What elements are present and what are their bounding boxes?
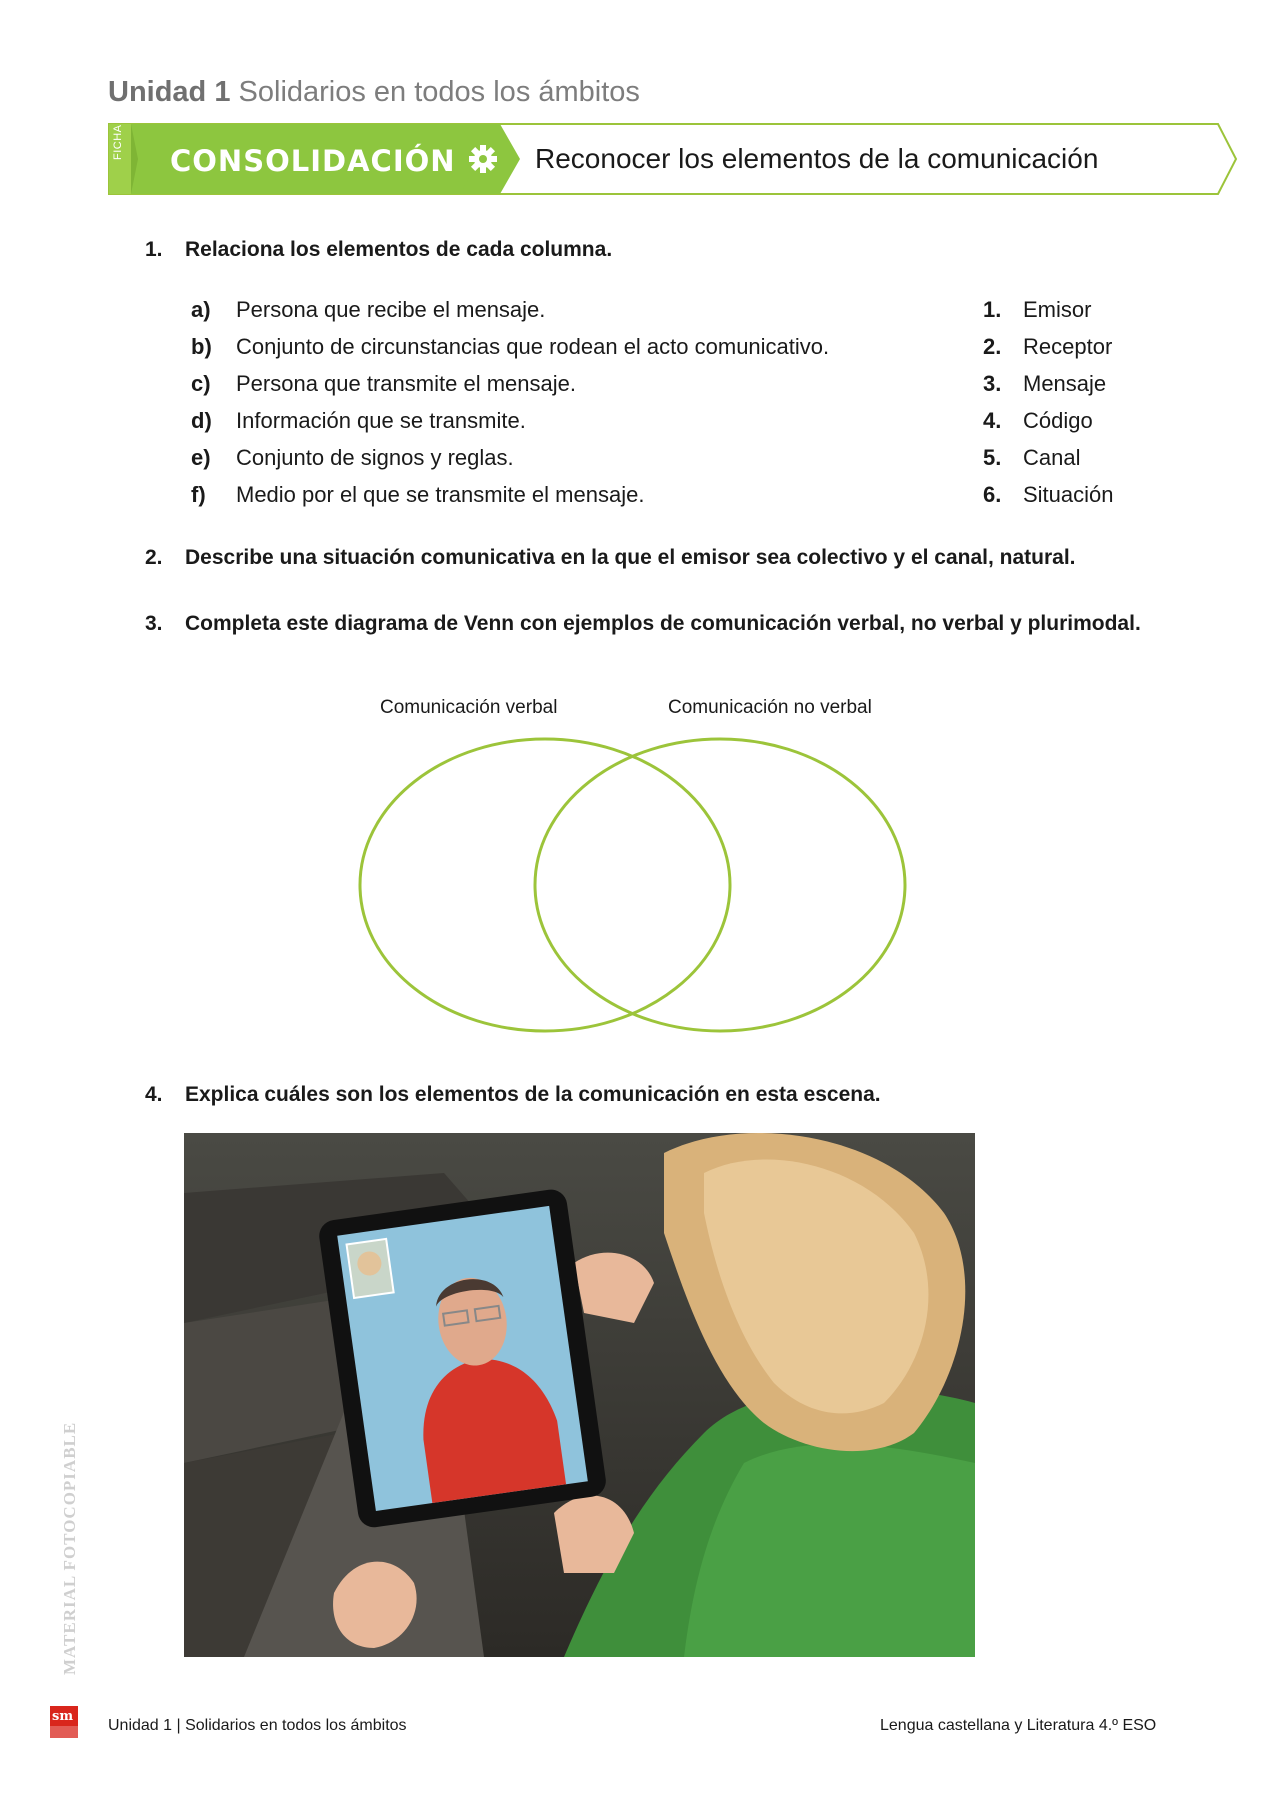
definition-item bbox=[191, 408, 951, 445]
question-3 bbox=[145, 609, 1195, 669]
unit-label: Unidad 1 bbox=[108, 76, 231, 108]
ficha-type: CONSOLIDACIÓN bbox=[170, 144, 456, 178]
term-label: 6. bbox=[983, 482, 1002, 507]
definition-label: f) bbox=[191, 482, 206, 507]
term-text: Mensaje bbox=[1023, 371, 1107, 396]
question-number: 3. bbox=[145, 612, 163, 635]
footer-left: Unidad 1 | Solidarios en todos los ámbitos bbox=[108, 1717, 407, 1734]
term-text: Canal bbox=[1023, 445, 1081, 470]
definition-item bbox=[191, 371, 951, 408]
term-text: Código bbox=[1023, 408, 1093, 433]
ficha-de-label: FICHA DE bbox=[112, 105, 124, 160]
term-label: 5. bbox=[983, 445, 1002, 470]
definition-text: Información que se transmite. bbox=[236, 408, 526, 433]
sm-logo bbox=[50, 1706, 78, 1738]
term-label: 2. bbox=[983, 334, 1002, 359]
definition-text: Conjunto de signos y reglas. bbox=[236, 445, 514, 470]
definition-text: Persona que transmite el mensaje. bbox=[236, 371, 576, 396]
unit-heading bbox=[108, 76, 640, 109]
term-item bbox=[983, 334, 1183, 371]
definition-item bbox=[191, 482, 951, 519]
ficha-title: Reconocer los elementos de la comunicación bbox=[535, 143, 1099, 174]
term-item bbox=[983, 371, 1183, 408]
venn-diagram[interactable] bbox=[350, 735, 920, 1035]
term-item bbox=[983, 482, 1183, 519]
definition-text: Persona que recibe el mensaje. bbox=[236, 297, 546, 322]
term-text: Emisor bbox=[1023, 297, 1092, 322]
venn-label-verbal: Comunicación verbal bbox=[380, 697, 558, 718]
unit-title: Solidarios en todos los ámbitos bbox=[238, 76, 640, 108]
question-text: Explica cuáles son los elementos de la comunicación en esta escena. bbox=[185, 1083, 881, 1106]
question-text: Completa este diagrama de Venn con ejemplos de comunicación verbal, no verbal y plurimodal. bbox=[185, 612, 1141, 635]
definition-label: a) bbox=[191, 297, 211, 322]
footer-right: Lengua castellana y Literatura 4.º ESO bbox=[880, 1717, 1157, 1734]
question-text: Relaciona los elementos de cada columna. bbox=[185, 238, 613, 261]
term-item bbox=[983, 445, 1183, 482]
definition-text: Medio por el que se transmite el mensaje. bbox=[236, 482, 645, 507]
terms-list bbox=[983, 297, 1183, 519]
question-number: 2. bbox=[145, 546, 163, 569]
question-1 bbox=[145, 235, 1195, 265]
sm-logo-text: sm bbox=[52, 1709, 74, 1724]
term-label: 4. bbox=[983, 408, 1002, 433]
gear-icon bbox=[469, 145, 497, 173]
question-4 bbox=[145, 1080, 1195, 1110]
term-label: 3. bbox=[983, 371, 1002, 396]
term-text: Situación bbox=[1023, 482, 1114, 507]
venn-circle-verbal bbox=[360, 739, 730, 1031]
definitions-list bbox=[191, 297, 951, 519]
definition-label: e) bbox=[191, 445, 211, 470]
definition-item bbox=[191, 297, 951, 334]
term-text: Receptor bbox=[1023, 334, 1113, 359]
question-number: 4. bbox=[145, 1083, 163, 1106]
definition-label: c) bbox=[191, 371, 211, 396]
side-watermark: MATERIAL FOTOCOPIABLE bbox=[60, 1421, 79, 1675]
definition-item bbox=[191, 445, 951, 482]
definition-label: b) bbox=[191, 334, 212, 359]
venn-label-non-verbal: Comunicación no verbal bbox=[668, 697, 872, 718]
definition-text: Conjunto de circunstancias que rodean el acto comunicativo. bbox=[236, 334, 830, 359]
term-label: 1. bbox=[983, 297, 1002, 322]
definition-item bbox=[191, 334, 951, 371]
video-call-illustration bbox=[184, 1133, 975, 1657]
term-item bbox=[983, 297, 1183, 334]
question-number: 1. bbox=[145, 238, 163, 261]
logo-wave bbox=[50, 1726, 78, 1738]
definition-label: d) bbox=[191, 408, 212, 433]
question-text: Describe una situación comunicativa en la que el emisor sea colectivo y el canal, natural. bbox=[185, 546, 1076, 569]
scene-photo bbox=[184, 1133, 975, 1657]
question-2 bbox=[145, 543, 1195, 573]
term-item bbox=[983, 408, 1183, 445]
venn-circle-non-verbal bbox=[535, 739, 905, 1031]
